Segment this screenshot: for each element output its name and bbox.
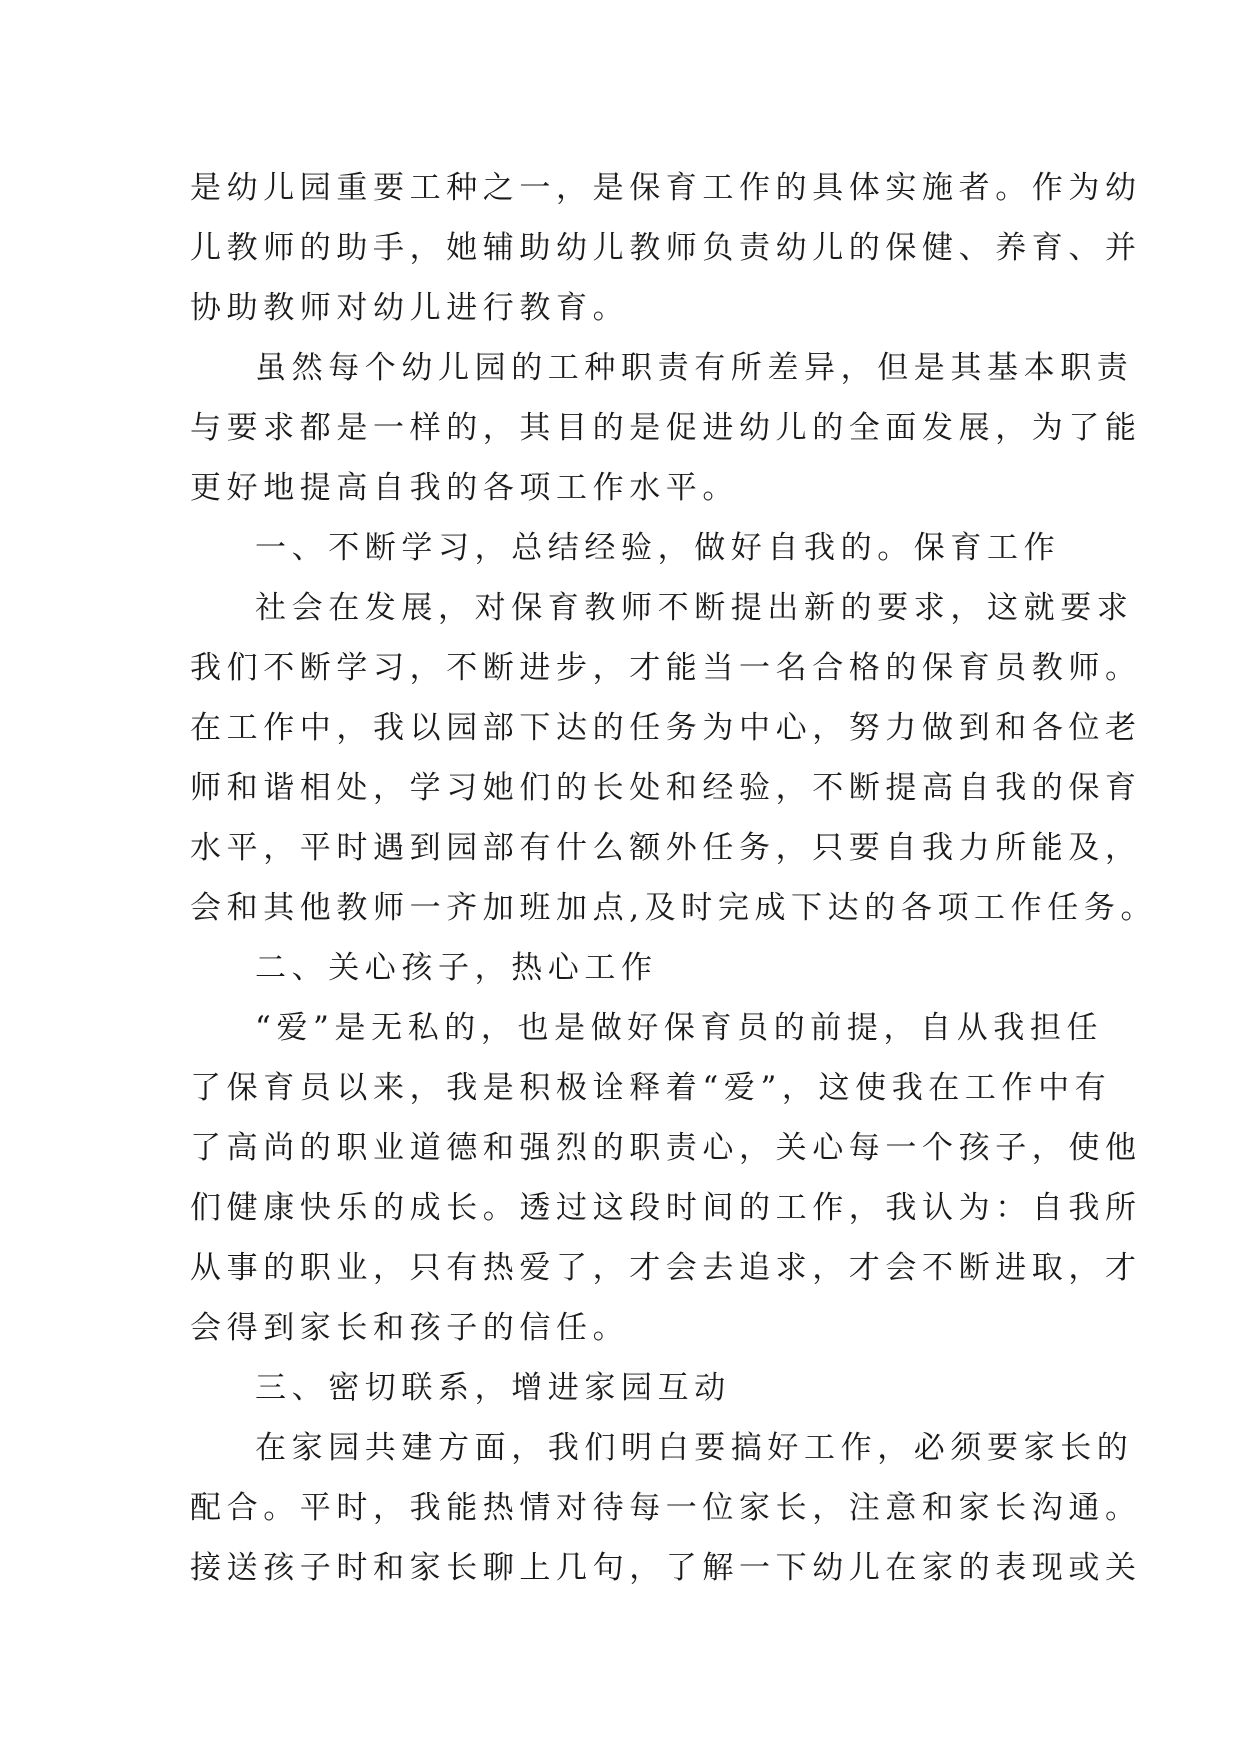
text-line: 了高尚的职业道德和强烈的职责心，关心每一个孩子，使他 xyxy=(190,1130,1142,1166)
text-line: 会和其他教师一齐加班加点,及时完成下达的各项工作任务。 xyxy=(190,890,1158,926)
text-line: 从事的职业，只有热爱了，才会去追求，才会不断进取，才 xyxy=(190,1250,1142,1286)
section-heading: 一、不断学习，总结经验，做好自我的。保育工作 xyxy=(255,530,1061,566)
text-line: 是幼儿园重要工种之一，是保育工作的具体实施者。作为幼 xyxy=(190,170,1142,206)
text-line: 接送孩子时和家长聊上几句，了解一下幼儿在家的表现或关 xyxy=(190,1550,1142,1586)
text-line: 了保育员以来，我是积极诠释着“爱”，这使我在工作中有 xyxy=(190,1070,1112,1106)
text-line: 们健康快乐的成长。透过这段时间的工作，我认为：自我所 xyxy=(190,1190,1142,1226)
text-line: 协助教师对幼儿进行教育。 xyxy=(190,290,630,326)
text-line: 儿教师的助手，她辅助幼儿教师负责幼儿的保健、养育、并 xyxy=(190,230,1142,266)
text-line: 配合。平时，我能热情对待每一位家长，注意和家长沟通。 xyxy=(190,1490,1142,1526)
paragraph-first-line: 社会在发展，对保育教师不断提出新的要求，这就要求 xyxy=(255,590,1134,626)
text-line: 在工作中，我以园部下达的任务为中心，努力做到和各位老 xyxy=(190,710,1142,746)
text-line: 师和谐相处，学习她们的长处和经验，不断提高自我的保育 xyxy=(190,770,1142,806)
text-line: 水平，平时遇到园部有什么额外任务，只要自我力所能及， xyxy=(190,830,1142,866)
text-line: 会得到家长和孩子的信任。 xyxy=(190,1310,630,1346)
text-line: 我们不断学习，不断进步，才能当一名合格的保育员教师。 xyxy=(190,650,1142,686)
paragraph-first-line: 虽然每个幼儿园的工种职责有所差异，但是其基本职责 xyxy=(255,350,1134,386)
paragraph-first-line: 在家园共建方面，我们明白要搞好工作，必须要家长的 xyxy=(255,1430,1134,1466)
paragraph-first-line: “爱”是无私的，也是做好保育员的前提，自从我担任 xyxy=(255,1010,1104,1046)
section-heading: 二、关心孩子，热心工作 xyxy=(255,950,658,986)
text-line: 更好地提高自我的各项工作水平。 xyxy=(190,470,739,506)
section-heading: 三、密切联系，增进家园互动 xyxy=(255,1370,731,1406)
text-line: 与要求都是一样的，其目的是促进幼儿的全面发展，为了能 xyxy=(190,410,1142,446)
